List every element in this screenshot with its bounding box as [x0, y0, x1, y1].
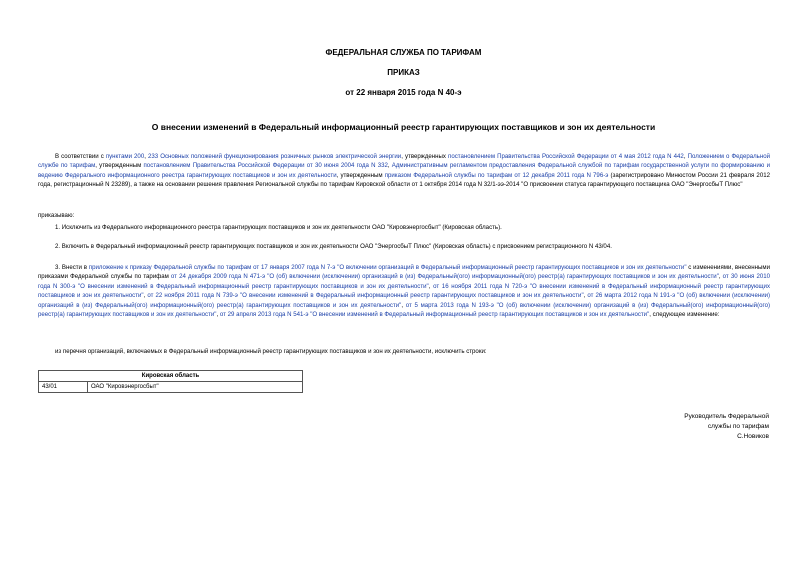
- link-order-7e[interactable]: приложение к приказу Федеральной службы по тарифам от 17 января 2007 года N 7-э "О включении организаций в Федеральный информационный реестр гарантирующих поставщиков и зон их деятельности": [88, 264, 687, 271]
- item3-text: ,: [401, 301, 406, 309]
- document-title: О внесении изменений в Федеральный информационный реестр гарантирующих поставщиков и зон их деятельности: [151, 122, 656, 132]
- preamble-text: ,: [683, 153, 688, 160]
- item3-text: ,: [143, 292, 148, 300]
- name-cell: ОАО "Кировэнергосбыт": [88, 382, 303, 393]
- preamble-text: ,: [387, 162, 392, 170]
- exclude-instruction: из перечня организаций, включаемых в Федеральный информационный реестр гарантирующих поставщиков и зон их деятельности, исключить строки:: [55, 348, 487, 355]
- agency-name: ФЕДЕРАЛЬНАЯ СЛУЖБА ПО ТАРИФАМ: [325, 48, 482, 57]
- link-order-541e[interactable]: от 29 апреля 2013 года N 541-э "О внесении изменений в Федеральный информационный реестр гарантирующих поставщиков и зон их деятельности": [219, 311, 650, 319]
- preamble-text: ,: [144, 153, 148, 160]
- preamble-paragraph: [38, 152, 770, 190]
- region-cell: Кировская область: [39, 371, 303, 382]
- link-order-300e[interactable]: от 30 июня 2010 года N 300-э "О внесении изменений в Федеральный информационный реестр гарантирующих поставщиков и зон их деятельности": [38, 273, 770, 290]
- preamble-text: , утвержденным: [336, 171, 385, 179]
- item3-text: ,: [718, 273, 723, 281]
- signature-line: службы по тарифам: [707, 423, 769, 430]
- link-order-796[interactable]: приказом Федеральной службы по тарифам от 12 декабря 2011 года N 796-э: [384, 171, 609, 179]
- order-item-2: 2. Включить в Федеральный информационный реестр гарантирующих поставщиков и зон их деятельности ОАО "ЭнергосбыТ Плюс" (Кировская область) с присвоением регистрационного N 43/04.: [55, 243, 612, 250]
- link-order-739e[interactable]: от 22 ноября 2011 года N 739-э "О внесении изменений в Федеральный информационный реестр гарантирующих поставщиков и зон их деятельности": [147, 292, 584, 300]
- item3-text: ,: [583, 292, 588, 300]
- signature-line: Руководитель Федеральной: [684, 413, 769, 420]
- order-item-3: [38, 263, 770, 319]
- item3-text: с изменениями, внесенными приказами Федеральной службы по тарифам: [38, 264, 770, 281]
- table-row: [39, 382, 303, 393]
- link-order-191e[interactable]: от 26 марта 2012 года N 191-э "О (об) включении (исключении) организаций в (из) Федеральный(ого) информационный(ого) реестр(а) гарантирующих поставщиков и зон их деятельности": [38, 292, 771, 309]
- link-item-200[interactable]: пунктами 200: [105, 153, 145, 160]
- item3-text: ,: [428, 282, 434, 290]
- link-order-193e[interactable]: от 5 марта 2013 года N 193-э "О (об) включении (исключении) организаций в (из) Федеральный(ого) информационный(ого) реестр(а) гарантирующих поставщиков и зон их деятельности": [38, 301, 771, 319]
- signature-block: [684, 412, 769, 442]
- link-order-720e[interactable]: от 16 ноября 2011 года N 720-э "О внесении изменений в Федеральный информационный реестр гарантирующих поставщиков и зон их деятельности": [38, 282, 770, 300]
- doc-date-number: от 22 января 2015 года N 40-э: [345, 88, 462, 97]
- preamble-text: В соответствии с: [55, 153, 106, 160]
- link-fst-regulation[interactable]: Положением о Федеральной службе по тарифам: [38, 153, 770, 170]
- link-admin-regulation[interactable]: Административным регламентом предоставления Федеральной службой по тарифам государственной услуги по формированию и ведению Федерального информационного реестра гарантирующих поставщиков и зон их деятельности: [38, 162, 770, 179]
- preamble-text: , утвержденных: [401, 153, 449, 160]
- registry-table: [38, 370, 303, 393]
- link-resolution-442[interactable]: постановлением Правительства Российской Федерации от 4 мая 2012 года N 442: [448, 153, 684, 160]
- link-resolution-332[interactable]: постановлением Правительства Российской Федерации от 30 июня 2004 года N 332: [143, 162, 388, 170]
- link-order-471e[interactable]: от 24 декабря 2009 года N 471-э "О (об) включении (исключении) организаций в (из) Федеральный(ого) информационный(ого) реестр(а) гарантирующих поставщиков и зон их деятельности": [170, 273, 719, 281]
- table-row: [39, 371, 303, 382]
- order-item-1: 1. Исключить из Федерального информационного реестра гарантирующих поставщиков и зон их деятельности ОАО "Кировэнергосбыт" (Кировская область).: [55, 224, 502, 231]
- link-item-233[interactable]: 233 Основных положений функционирования розничных рынков электрической энергии: [147, 153, 402, 160]
- preamble-text: (зарегистрировано Минюстом России 21 февраля 2012 года, регистрационный N 23289), а также на основании решения правления Региональной службы по тарифам Кировской области от 1 октября 2014 года N 32/1-ээ-2014 "О присвоении статуса гарантирующего поставщика ОАО "ЭнергосбыТ Плюс": [38, 171, 770, 189]
- item3-text: , следующее изменение:: [649, 311, 720, 319]
- signature-name: С.Новиков: [737, 433, 769, 440]
- item3-text: 3. Внести в: [55, 264, 89, 271]
- preamble-text: , утвержденным: [95, 162, 144, 170]
- doc-type: ПРИКАЗ: [387, 68, 420, 77]
- code-cell: 43/01: [39, 382, 88, 393]
- item3-text: ,: [216, 311, 220, 319]
- orders-label: приказываю:: [38, 212, 75, 219]
